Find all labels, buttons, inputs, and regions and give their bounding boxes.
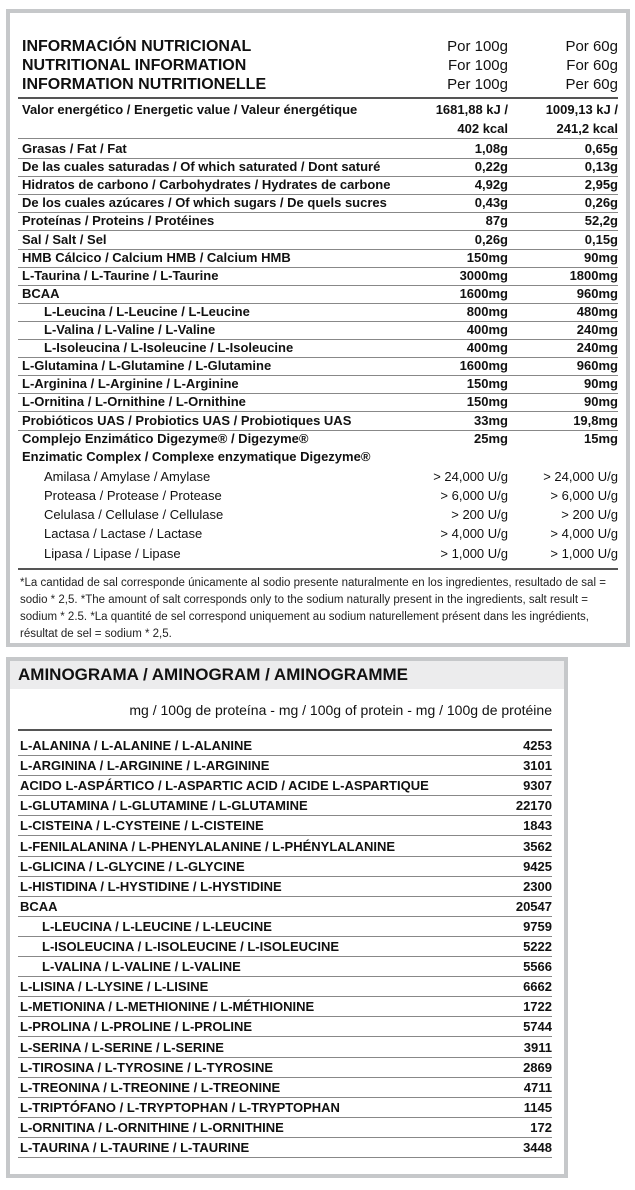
nutrient-label: De los cuales azúcares / Of which sugars / De quels sucres (22, 195, 387, 211)
nutrient-label: Amilasa / Amylase / Amylase (44, 468, 211, 484)
nutrient-label: Grasas / Fat / Fat (22, 141, 127, 156)
nutrition-row (18, 285, 618, 304)
value-per-60g: 52,2g (584, 213, 618, 229)
amino-acid-label: L-TRIPTÓFANO / L-TRYPTOPHAN / L-TRYPTOPHAN (20, 1099, 340, 1115)
value-per-100g: 150mg (466, 394, 508, 410)
nutrition-heading: INFORMACIÓN NUTRICIONAL NUTRITIONAL INFORMATION INFORMATION NUTRITIONELLE (22, 38, 267, 93)
aminogram-row (18, 837, 552, 857)
aminogram-row (18, 1098, 552, 1118)
aminogram-row (18, 1138, 552, 1158)
value-per-60g: > 1,000 U/g (550, 545, 618, 561)
nutrient-label: Probióticos UAS / Probiotics UAS / Probiotiques UAS (22, 412, 352, 428)
value-per-100g: 0,26g (474, 231, 508, 247)
nutrient-label: L-Leucina / L-Leucine / L-Leucine (44, 303, 250, 319)
nutrition-row (18, 176, 618, 195)
value-per-60g: > 6,000 U/g (550, 488, 618, 503)
value-per-100g: 1600mg (459, 285, 508, 301)
value-per-100g: 4,92g (474, 177, 508, 193)
value-per-100g: 400mg (466, 340, 508, 356)
amino-acid-value: 1145 (523, 1099, 552, 1115)
aminogram-row (18, 977, 552, 997)
nutrient-label: L-Ornitina / L-Ornithine / L-Ornithine (22, 394, 246, 410)
nutrition-row (18, 339, 618, 358)
amino-acid-value: 2869 (523, 1059, 552, 1075)
aminogram-row (18, 1038, 552, 1058)
amino-acid-label: L-ALANINA / L-ALANINE / L-ALANINE (20, 738, 253, 753)
nutrient-label: Complejo Enzimático Digezyme® / Digezyme® (22, 430, 309, 446)
value-per-60g: 240mg (576, 340, 618, 356)
amino-acid-value: 9425 (523, 858, 552, 874)
value-per-100g: 0,22g (474, 159, 508, 175)
value-per-60g: 2,95g (584, 177, 618, 193)
nutrition-row (18, 412, 618, 431)
amino-acid-value: 9759 (523, 918, 552, 934)
amino-acid-label: L-TREONINA / L-TREONINE / L-TREONINE (20, 1079, 281, 1095)
value-per-100g: 1600mg (459, 358, 508, 374)
nutrition-row (18, 194, 618, 213)
nutrition-row (18, 357, 618, 376)
amino-acid-label: L-PROLINA / L-PROLINE / L-PROLINE (20, 1019, 253, 1035)
value-per-100g: 800mg (466, 303, 508, 319)
aminogram-row (18, 857, 552, 877)
aminogram-divider (18, 729, 552, 731)
aminogram-row (18, 997, 552, 1017)
salt-footnote: *La cantidad de sal corresponde únicamente al sodio presente naturalmente en los ingredientes, resultado de sal = sodio * 2,5. *The amount of salt corresponds only to the sodium naturally present in the ingredients, salt result = sodium * 2.5. *La quantité de sel correspond uniquement au sodium naturellement présent dans les ingrédients, résultat de sel = sodium * 2,5. (20, 577, 606, 640)
value-per-100g: > 24,000 U/g (433, 468, 508, 484)
amino-acid-label: L-VALINA / L-VALINE / L-VALINE (42, 959, 241, 975)
value-per-60g: 90mg (584, 394, 618, 410)
nutrition-row (18, 140, 618, 159)
amino-acid-label: L-ARGININA / L-ARGININE / L-ARGININE (20, 758, 270, 774)
value-per-60g: 0,13g (584, 159, 618, 175)
amino-acid-label: L-GLUTAMINA / L-GLUTAMINE / L-GLUTAMINE (20, 798, 308, 814)
value-per-60g: 0,65g (584, 141, 618, 156)
aminogram-row (18, 897, 552, 917)
amino-acid-label: L-TAURINA / L-TAURINE / L-TAURINE (20, 1140, 250, 1155)
aminogram-row (18, 917, 552, 937)
amino-acid-value: 20547 (515, 898, 552, 914)
value-per-60g: > 200 U/g (561, 507, 618, 523)
nutrient-label: Lactasa / Lactase / Lactase (44, 526, 203, 542)
nutrient-label: Lipasa / Lipase / Lipase (44, 545, 181, 561)
value-per-60g: 90mg (584, 249, 618, 265)
value-per-60g: 19,8mg (573, 412, 618, 428)
amino-acid-value: 5744 (523, 1019, 552, 1035)
value-per-100g: > 200 U/g (451, 507, 508, 523)
nutrition-row (18, 487, 618, 506)
amino-acid-value: 3562 (523, 838, 552, 854)
amino-acid-label: L-ORNITINA / L-ORNITHINE / L-ORNITHINE (20, 1119, 284, 1135)
value-per-60g: 480mg (576, 303, 618, 319)
nutrient-label: L-Valina / L-Valine / L-Valine (44, 322, 216, 337)
value-per-100g: > 4,000 U/g (440, 526, 508, 542)
aminogram-row (18, 1078, 552, 1098)
value-per-60g: 0,15g (584, 231, 618, 247)
amino-acid-label: L-ISOLEUCINA / L-ISOLEUCINE / L-ISOLEUCINE (42, 939, 340, 954)
nutrient-label: De las cuales saturadas / Of which saturated / Dont saturé (22, 159, 381, 175)
amino-acid-value: 5566 (523, 959, 552, 975)
value-per-100g: > 1,000 U/g (440, 545, 508, 561)
nutrition-row (18, 525, 618, 544)
amino-acid-value: 4253 (523, 738, 552, 753)
amino-acid-value: 3911 (523, 1039, 552, 1055)
column-header-60g: Por 60g For 60g Per 60g (565, 38, 618, 93)
nutrition-row (18, 321, 618, 340)
nutrition-row (18, 448, 618, 467)
nutrition-row (18, 231, 618, 250)
amino-acid-label: L-CISTEINA / L-CYSTEINE / L-CISTEINE (20, 818, 264, 834)
aminogram-row (18, 957, 552, 977)
aminogram-row (18, 1017, 552, 1037)
amino-acid-value: 9307 (523, 778, 552, 794)
value-per-100g: 0,43g (474, 195, 508, 211)
nutrient-label: Proteínas / Proteins / Protéines (22, 213, 215, 229)
value-per-100g: 1,08g (474, 141, 508, 156)
nutrition-row (18, 212, 618, 231)
amino-acid-value: 22170 (515, 798, 552, 814)
value-per-60g: 240mg (576, 322, 618, 337)
nutrition-row (18, 375, 618, 394)
amino-acid-value: 5222 (523, 939, 552, 954)
nutrient-label: Sal / Salt / Sel (22, 231, 107, 247)
amino-acid-value: 6662 (523, 979, 552, 995)
value-per-60g: 960mg (576, 285, 618, 301)
amino-acid-label: L-LISINA / L-LYSINE / L-LISINE (20, 979, 209, 995)
value-per-100g: 3000mg (459, 267, 508, 283)
nutrient-label: L-Taurina / L-Taurine / L-Taurine (22, 267, 219, 283)
aminogram-row (18, 1118, 552, 1138)
nutrient-label: Enzimatic Complex / Complexe enzymatique Digezyme® (22, 448, 371, 464)
value-per-60g: 960mg (576, 358, 618, 374)
value-per-60g: 15mg (584, 430, 618, 446)
nutrient-label: L-Glutamina / L-Glutamine / L-Glutamine (22, 358, 272, 374)
amino-acid-label: BCAA (20, 898, 58, 914)
nutrition-row (18, 158, 618, 177)
value-per-100g: 87g (485, 213, 508, 229)
nutrition-row (18, 545, 618, 564)
column-header-100g: Por 100g For 100g Per 100g (447, 38, 508, 93)
amino-acid-value: 2300 (523, 878, 552, 894)
value-per-100g: 400mg (466, 322, 508, 337)
amino-acid-label: L-GLICINA / L-GLYCINE / L-GLYCINE (20, 858, 245, 874)
nutrient-label: L-Arginina / L-Arginine / L-Arginine (22, 376, 239, 392)
aminogram-row (18, 877, 552, 897)
value-per-60g: > 4,000 U/g (550, 526, 618, 542)
value-per-60g: 0,26g (584, 195, 618, 211)
aminogram-subtitle: mg / 100g de proteína - mg / 100g of protein - mg / 100g de protéine (129, 702, 552, 718)
footnote-divider (18, 568, 618, 570)
value-per-100g: 25mg (474, 430, 508, 446)
amino-acid-label: L-LEUCINA / L-LEUCINE / L-LEUCINE (42, 918, 272, 934)
amino-acid-label: L-HISTIDINA / L-HYSTIDINE / L-HYSTIDINE (20, 878, 282, 894)
aminogram-row (18, 1058, 552, 1078)
nutrition-row (18, 249, 618, 268)
aminogram-row (18, 796, 552, 816)
nutrient-label: Hidratos de carbono / Carbohydrates / Hydrates de carbone (22, 177, 391, 193)
amino-acid-value: 3101 (523, 758, 552, 774)
aminogram-row (18, 756, 552, 776)
value-per-100g: 33mg (474, 412, 508, 428)
header-divider (18, 97, 618, 99)
amino-acid-value: 1843 (523, 818, 552, 834)
value-per-60g: > 24,000 U/g (543, 468, 618, 484)
value-per-60g: 90mg (584, 376, 618, 392)
nutrition-row (18, 267, 618, 286)
value-per-100g: 150mg (466, 249, 508, 265)
nutrition-row (18, 430, 618, 449)
nutrition-row (18, 468, 618, 487)
value-per-100g: > 6,000 U/g (440, 488, 508, 503)
value-per-60g: 1800mg (569, 267, 618, 283)
nutrition-row (18, 303, 618, 322)
value-per-100g: 150mg (466, 376, 508, 392)
amino-acid-value: 3448 (523, 1140, 552, 1155)
energy-row: Valor energético / Energetic value / Valeur énergétique 1681,88 kJ / 402 kcal 1009,13 kJ / 241,2 kcal (18, 101, 618, 139)
aminogram-row (18, 816, 552, 836)
nutrition-row (18, 506, 618, 525)
amino-acid-label: L-FENILALANINA / L-PHENYLALANINE / L-PHÉNYLALANINE (20, 838, 396, 854)
nutrient-label: BCAA (22, 285, 60, 301)
amino-acid-label: L-SERINA / L-SERINE / L-SERINE (20, 1039, 224, 1055)
nutrient-label: HMB Cálcico / Calcium HMB / Calcium HMB (22, 249, 291, 265)
aminogram-row (18, 776, 552, 796)
nutrition-row (18, 393, 618, 412)
nutrition-table (6, 9, 630, 647)
amino-acid-label: ACIDO L-ASPÁRTICO / L-ASPARTIC ACID / ACIDE L-ASPARTIQUE (20, 778, 429, 794)
aminogram-title: AMINOGRAMA / AMINOGRAM / AMINOGRAMME (10, 661, 564, 689)
aminogram-table (6, 657, 568, 1178)
nutrient-label: Proteasa / Protease / Protease (44, 488, 222, 503)
amino-acid-value: 172 (530, 1119, 552, 1135)
amino-acid-label: L-TIROSINA / L-TYROSINE / L-TYROSINE (20, 1059, 274, 1075)
amino-acid-value: 4711 (523, 1079, 552, 1095)
nutrient-label: Celulasa / Cellulase / Cellulase (44, 507, 224, 523)
aminogram-row (18, 736, 552, 756)
amino-acid-value: 1722 (523, 999, 552, 1015)
amino-acid-label: L-METIONINA / L-METHIONINE / L-MÉTHIONINE (20, 999, 315, 1015)
nutrient-label: L-Isoleucina / L-Isoleucine / L-Isoleucine (44, 340, 294, 356)
aminogram-row (18, 937, 552, 957)
